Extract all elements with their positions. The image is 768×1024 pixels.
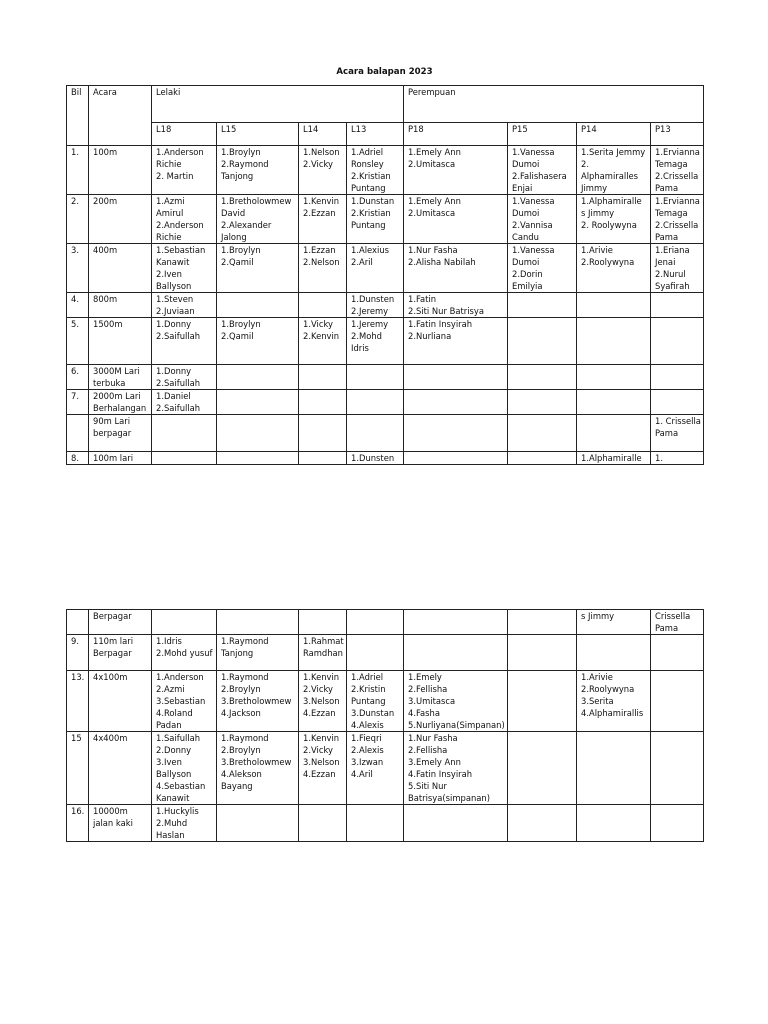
cell-participants bbox=[217, 415, 299, 452]
header-perempuan: Perempuan bbox=[404, 86, 704, 123]
participant-name: 1.Nelson bbox=[303, 147, 340, 157]
participant-name: 2. Roolywyna bbox=[581, 220, 637, 230]
cell-participants bbox=[152, 610, 217, 635]
participant-name: 2.Vicky bbox=[303, 745, 333, 755]
participant-name: 1.Dunsten bbox=[351, 294, 395, 304]
cell-acara: 4x100m bbox=[89, 671, 152, 732]
cell-participants bbox=[347, 415, 404, 452]
cell-participants bbox=[577, 635, 651, 671]
cell-participants bbox=[217, 293, 299, 318]
cell-acara: 200m bbox=[89, 195, 152, 244]
cell-participants bbox=[404, 244, 508, 293]
cell-acara: 2000m Lari Berhalangan bbox=[89, 390, 152, 415]
participant-name: 2.Saifullah bbox=[156, 378, 201, 388]
participant-name: 2.Kristin Puntang bbox=[351, 684, 386, 706]
participant-name: 4.Aril bbox=[351, 769, 373, 779]
cell-participants bbox=[508, 415, 577, 452]
cell-participants bbox=[347, 671, 404, 732]
participant-name: 3.Bretholowmew bbox=[221, 757, 292, 767]
participant-name: 1.Eriana Jenai bbox=[655, 245, 690, 267]
participant-name: 1.Daniel bbox=[156, 391, 191, 401]
cell-participants bbox=[347, 732, 404, 805]
events-table-bottom bbox=[66, 609, 704, 842]
participant-name: 1.Alphamiralle s Jimmy bbox=[581, 196, 642, 218]
cell-participants bbox=[651, 671, 704, 732]
cell-participants bbox=[217, 146, 299, 195]
cell-participants bbox=[299, 293, 347, 318]
header-category-l15: L15 bbox=[217, 123, 299, 146]
cell-bil bbox=[67, 610, 89, 635]
cell-participants bbox=[651, 805, 704, 842]
cell-participants bbox=[217, 452, 299, 465]
cell-participants bbox=[347, 610, 404, 635]
participant-name: 1.Nur Fasha bbox=[408, 245, 458, 255]
participant-name: 1.Emely Ann bbox=[408, 196, 461, 206]
cell-bil: 2. bbox=[67, 195, 89, 244]
participant-name: 4.Fatin Insyirah bbox=[408, 769, 473, 779]
table-row bbox=[67, 365, 704, 390]
cell-participants bbox=[347, 293, 404, 318]
participant-name: 1.Broylyn bbox=[221, 245, 261, 255]
participant-name: 2.Broylyn bbox=[221, 745, 261, 755]
cell-participants bbox=[152, 415, 217, 452]
cell-participants bbox=[577, 415, 651, 452]
cell-participants bbox=[217, 365, 299, 390]
participant-name: 1. Crissella Pama bbox=[655, 416, 701, 438]
cell-acara: Berpagar bbox=[89, 610, 152, 635]
participant-name: 1.Dunstan bbox=[351, 196, 395, 206]
table-row bbox=[67, 671, 704, 732]
cell-participants bbox=[347, 452, 404, 465]
participant-name: 5.Nurliyana(Simpanan) bbox=[408, 720, 505, 730]
participant-name: 1.Saifullah bbox=[156, 733, 201, 743]
participant-name: 1.Rahmat Ramdhan bbox=[303, 636, 344, 658]
participant-name: 3.Serita bbox=[581, 696, 614, 706]
cell-bil bbox=[67, 415, 89, 452]
participant-name: 1.Idris bbox=[156, 636, 182, 646]
table-row bbox=[67, 293, 704, 318]
table-row bbox=[67, 805, 704, 842]
cell-participants bbox=[152, 732, 217, 805]
cell-participants bbox=[508, 146, 577, 195]
cell-acara: 400m bbox=[89, 244, 152, 293]
participant-name: 2.Alexander Jalong bbox=[221, 220, 272, 242]
cell-acara: 110m lari Berpagar bbox=[89, 635, 152, 671]
cell-participants bbox=[347, 146, 404, 195]
participant-name: 2.Mohd Idris bbox=[351, 331, 382, 353]
participant-name: 1.Anderson bbox=[156, 672, 204, 682]
cell-participants bbox=[347, 635, 404, 671]
participant-name: 2.Qamil bbox=[221, 331, 254, 341]
cell-participants bbox=[152, 671, 217, 732]
cell-participants bbox=[651, 318, 704, 365]
cell-participants bbox=[299, 415, 347, 452]
participant-name: 1.Emely Ann bbox=[408, 147, 461, 157]
cell-bil: 15 bbox=[67, 732, 89, 805]
participant-name: 4.Ezzan bbox=[303, 769, 336, 779]
cell-participants bbox=[577, 195, 651, 244]
participant-name: 2.Umitasca bbox=[408, 159, 456, 169]
cell-participants bbox=[577, 671, 651, 732]
cell-participants bbox=[508, 671, 577, 732]
cell-acara: 100m bbox=[89, 146, 152, 195]
participant-name: 2.Broylyn bbox=[221, 684, 261, 694]
cell-participants bbox=[299, 610, 347, 635]
cell-participants bbox=[217, 390, 299, 415]
participant-name: 4.Sebastian Kanawit bbox=[156, 781, 206, 803]
table-top-body bbox=[67, 146, 704, 465]
participant-name: s Jimmy bbox=[581, 611, 615, 621]
participant-name: 1.Adriel Ronsley bbox=[351, 147, 384, 169]
participant-name: 2.Aril bbox=[351, 257, 373, 267]
events-table-top bbox=[66, 85, 704, 465]
participant-name: 4.Ezzan bbox=[303, 708, 336, 718]
cell-participants bbox=[508, 805, 577, 842]
cell-participants bbox=[651, 635, 704, 671]
participant-name: 3.Umitasca bbox=[408, 696, 456, 706]
participant-name: 2.Nurul Syafirah bbox=[655, 269, 690, 291]
participant-name: 2.Alisha Nabilah bbox=[408, 257, 476, 267]
participant-name: 1.Donny bbox=[156, 319, 192, 329]
cell-participants bbox=[651, 732, 704, 805]
participant-name: Crissella Pama bbox=[655, 611, 691, 633]
cell-participants bbox=[577, 146, 651, 195]
participant-name: 2.Kristian Puntang bbox=[351, 171, 391, 193]
participant-name: 1.Adriel bbox=[351, 672, 384, 682]
table-row bbox=[67, 452, 704, 465]
cell-acara: 90m Lari berpagar bbox=[89, 415, 152, 452]
cell-participants bbox=[152, 293, 217, 318]
table-row bbox=[67, 415, 704, 452]
cell-participants bbox=[299, 671, 347, 732]
cell-participants bbox=[404, 318, 508, 365]
header-category-p14: P14 bbox=[577, 123, 651, 146]
cell-participants bbox=[651, 293, 704, 318]
participant-name: 2.Ezzan bbox=[303, 208, 336, 218]
cell-participants bbox=[651, 610, 704, 635]
cell-participants bbox=[508, 452, 577, 465]
table-row bbox=[67, 318, 704, 365]
cell-participants bbox=[508, 610, 577, 635]
participant-name: 2.Vicky bbox=[303, 684, 333, 694]
cell-participants bbox=[347, 390, 404, 415]
participant-name: 2.Kristian Puntang bbox=[351, 208, 391, 230]
cell-bil: 13. bbox=[67, 671, 89, 732]
participant-name: 1.Vanessa Dumoi bbox=[512, 196, 555, 218]
cell-participants bbox=[299, 146, 347, 195]
cell-participants bbox=[299, 732, 347, 805]
cell-participants bbox=[152, 635, 217, 671]
header-category-l13: L13 bbox=[347, 123, 404, 146]
cell-participants bbox=[299, 365, 347, 390]
participant-name: 1.Fatin Insyirah bbox=[408, 319, 473, 329]
participant-name: 2.Falishasera Enjai bbox=[512, 171, 567, 193]
participant-name: 1.Serita Jemmy bbox=[581, 147, 646, 157]
cell-participants bbox=[217, 610, 299, 635]
cell-participants bbox=[217, 671, 299, 732]
participant-name: 2.Siti Nur Batrisya bbox=[408, 306, 484, 316]
cell-participants bbox=[577, 318, 651, 365]
cell-participants bbox=[299, 805, 347, 842]
cell-acara: 4x400m bbox=[89, 732, 152, 805]
participant-name: 3.Sebastian bbox=[156, 696, 206, 706]
cell-acara: 10000m jalan kaki bbox=[89, 805, 152, 842]
cell-participants bbox=[508, 293, 577, 318]
cell-participants bbox=[217, 318, 299, 365]
cell-participants bbox=[152, 805, 217, 842]
participant-name: 4.Roland Padan bbox=[156, 708, 193, 730]
cell-participants bbox=[508, 635, 577, 671]
participant-name: 1.Ezzan bbox=[303, 245, 336, 255]
cell-participants bbox=[508, 244, 577, 293]
participant-name: 1.Broylyn bbox=[221, 319, 261, 329]
participant-name: 1. bbox=[655, 453, 663, 463]
header-category-p13: P13 bbox=[651, 123, 704, 146]
participant-name: 1.Raymond bbox=[221, 672, 269, 682]
participant-name: 1.Vicky bbox=[303, 319, 333, 329]
header-acara: Acara bbox=[89, 86, 152, 146]
participant-name: 1.Vanessa Dumoi bbox=[512, 147, 555, 169]
cell-participants bbox=[651, 365, 704, 390]
table-row bbox=[67, 195, 704, 244]
cell-participants bbox=[577, 244, 651, 293]
cell-participants bbox=[651, 452, 704, 465]
participant-name: 2.Fellisha bbox=[408, 684, 448, 694]
participant-name: 3.Nelson bbox=[303, 757, 340, 767]
cell-participants bbox=[217, 732, 299, 805]
cell-participants bbox=[404, 732, 508, 805]
participant-name: 1.Raymond bbox=[221, 733, 269, 743]
cell-participants bbox=[577, 610, 651, 635]
participant-name: 1.Kenvin bbox=[303, 672, 340, 682]
participant-name: 1.Fieqri bbox=[351, 733, 382, 743]
cell-participants bbox=[152, 452, 217, 465]
cell-participants bbox=[152, 244, 217, 293]
cell-participants bbox=[404, 671, 508, 732]
header-bil: Bil bbox=[67, 86, 89, 146]
participant-name: 1.Azmi Amirul bbox=[156, 196, 185, 218]
participant-name: 2.Muhd Haslan bbox=[156, 818, 188, 840]
cell-participants bbox=[347, 318, 404, 365]
participant-name: 2.Raymond Tanjong bbox=[221, 159, 269, 181]
cell-acara: 3000M Lari terbuka bbox=[89, 365, 152, 390]
cell-participants bbox=[299, 244, 347, 293]
header-category-p18: P18 bbox=[404, 123, 508, 146]
cell-participants bbox=[404, 805, 508, 842]
participant-name: 2.Jeremy bbox=[351, 306, 389, 316]
cell-participants bbox=[404, 415, 508, 452]
participant-name: 1.Dunsten bbox=[351, 453, 395, 463]
participant-name: 2.Umitasca bbox=[408, 208, 456, 218]
cell-participants bbox=[347, 244, 404, 293]
participant-name: 2.Kenvin bbox=[303, 331, 340, 341]
cell-participants bbox=[651, 195, 704, 244]
participant-name: 2.Mohd yusuf bbox=[156, 648, 213, 658]
participant-name: 3.Nelson bbox=[303, 696, 340, 706]
table-row bbox=[67, 610, 704, 635]
participant-name: 3.Dunstan bbox=[351, 708, 395, 718]
cell-participants bbox=[577, 732, 651, 805]
table-bottom-body bbox=[67, 610, 704, 842]
cell-participants bbox=[217, 635, 299, 671]
participant-name: 1.Broylyn bbox=[221, 147, 261, 157]
cell-participants bbox=[577, 293, 651, 318]
table-row bbox=[67, 146, 704, 195]
participant-name: 1.Ervianna Temaga bbox=[655, 147, 700, 169]
cell-participants bbox=[217, 195, 299, 244]
cell-participants bbox=[299, 195, 347, 244]
participant-name: 1.Nur Fasha bbox=[408, 733, 458, 743]
header-category-p15: P15 bbox=[508, 123, 577, 146]
participant-name: 1.Raymond Tanjong bbox=[221, 636, 269, 658]
participant-name: 4.Alekson Bayang bbox=[221, 769, 262, 791]
cell-participants bbox=[577, 390, 651, 415]
cell-participants bbox=[508, 318, 577, 365]
participant-name: 3.Bretholowmew bbox=[221, 696, 292, 706]
cell-participants bbox=[577, 365, 651, 390]
participant-name: 1.Sebastian Kanawit bbox=[156, 245, 206, 267]
cell-acara: 1500m bbox=[89, 318, 152, 365]
header-row-categories bbox=[67, 123, 704, 146]
table-row bbox=[67, 390, 704, 415]
cell-participants bbox=[217, 244, 299, 293]
cell-participants bbox=[347, 365, 404, 390]
cell-participants bbox=[347, 805, 404, 842]
participant-name: 1.Fatin bbox=[408, 294, 437, 304]
participant-name: 2.Roolywyna bbox=[581, 257, 635, 267]
participant-name: 5.Siti Nur Batrisya(simpanan) bbox=[408, 781, 490, 803]
cell-participants bbox=[404, 146, 508, 195]
cell-participants bbox=[404, 365, 508, 390]
cell-participants bbox=[299, 635, 347, 671]
cell-participants bbox=[404, 195, 508, 244]
cell-bil: 4. bbox=[67, 293, 89, 318]
cell-participants bbox=[404, 452, 508, 465]
cell-participants bbox=[651, 390, 704, 415]
cell-bil: 8. bbox=[67, 452, 89, 465]
cell-participants bbox=[404, 293, 508, 318]
participant-name: 2.Iven Ballyson bbox=[156, 269, 192, 291]
cell-participants bbox=[404, 390, 508, 415]
cell-participants bbox=[577, 805, 651, 842]
participant-name: 2.Azmi bbox=[156, 684, 185, 694]
cell-bil: 6. bbox=[67, 365, 89, 390]
table-row bbox=[67, 635, 704, 671]
table-row bbox=[67, 244, 704, 293]
participant-name: 2.Vicky bbox=[303, 159, 333, 169]
participant-name: 2.Juviaan bbox=[156, 306, 195, 316]
participant-name: 1.Ervianna Temaga bbox=[655, 196, 700, 218]
participant-name: 1.Alphamiralle bbox=[581, 453, 642, 463]
cell-participants bbox=[508, 390, 577, 415]
participant-name: 1.Huckylis bbox=[156, 806, 199, 816]
participant-name: 2.Donny bbox=[156, 745, 192, 755]
participant-name: 1.Kenvin bbox=[303, 733, 340, 743]
participant-name: 1.Arivie bbox=[581, 245, 613, 255]
cell-bil: 7. bbox=[67, 390, 89, 415]
cell-participants bbox=[577, 452, 651, 465]
cell-acara: 800m bbox=[89, 293, 152, 318]
participant-name: 2.Nurliana bbox=[408, 331, 452, 341]
cell-acara: 100m lari bbox=[89, 452, 152, 465]
participant-name: 2.Nelson bbox=[303, 257, 340, 267]
participant-name: 2.Crissella Pama bbox=[655, 171, 699, 193]
cell-participants bbox=[152, 365, 217, 390]
participant-name: 4.Alphamirallis bbox=[581, 708, 644, 718]
cell-participants bbox=[508, 195, 577, 244]
cell-participants bbox=[508, 732, 577, 805]
participant-name: 2.Saifullah bbox=[156, 331, 201, 341]
cell-participants bbox=[299, 390, 347, 415]
cell-participants bbox=[404, 635, 508, 671]
cell-participants bbox=[651, 146, 704, 195]
cell-bil: 9. bbox=[67, 635, 89, 671]
cell-participants bbox=[651, 244, 704, 293]
participant-name: 2.Crissella Pama bbox=[655, 220, 699, 242]
table-row bbox=[67, 732, 704, 805]
participant-name: 1.Emely bbox=[408, 672, 442, 682]
cell-bil: 16. bbox=[67, 805, 89, 842]
cell-participants bbox=[217, 805, 299, 842]
cell-bil: 3. bbox=[67, 244, 89, 293]
cell-participants bbox=[152, 195, 217, 244]
cell-bil: 1. bbox=[67, 146, 89, 195]
participant-name: 1.Vanessa Dumoi bbox=[512, 245, 555, 267]
participant-name: 1.Anderson Richie bbox=[156, 147, 204, 169]
participant-name: 2.Alexis bbox=[351, 745, 384, 755]
header-category-l14: L14 bbox=[299, 123, 347, 146]
cell-participants bbox=[404, 610, 508, 635]
participant-name: 1.Arivie bbox=[581, 672, 613, 682]
participant-name: 2.Anderson Richie bbox=[156, 220, 204, 242]
participant-name: 4.Fasha bbox=[408, 708, 440, 718]
participant-name: 2.Saifullah bbox=[156, 403, 201, 413]
participant-name: 2.Qamil bbox=[221, 257, 254, 267]
cell-participants bbox=[152, 146, 217, 195]
participant-name: 1.Donny bbox=[156, 366, 192, 376]
participant-name: 1.Bretholowmew David bbox=[221, 196, 292, 218]
cell-participants bbox=[299, 452, 347, 465]
header-row-groups bbox=[67, 86, 704, 123]
cell-participants bbox=[299, 318, 347, 365]
participant-name: 2.Fellisha bbox=[408, 745, 448, 755]
cell-participants bbox=[651, 415, 704, 452]
header-lelaki: Lelaki bbox=[152, 86, 404, 123]
participant-name: 3.Iven Ballyson bbox=[156, 757, 192, 779]
participant-name: 1.Kenvin bbox=[303, 196, 340, 206]
participant-name: 2. Martin bbox=[156, 171, 194, 181]
participant-name: 3.Emely Ann bbox=[408, 757, 461, 767]
participant-name: 2.Vannisa Candu bbox=[512, 220, 553, 242]
participant-name: 1.Jeremy bbox=[351, 319, 389, 329]
participant-name: 2.Roolywyna bbox=[581, 684, 635, 694]
participant-name: 4.Alexis bbox=[351, 720, 384, 730]
document-title: Acara balapan 2023 bbox=[336, 67, 433, 77]
participant-name: 4.Jackson bbox=[221, 708, 261, 718]
participant-name: 2. Alphamiralles Jimmy bbox=[581, 159, 639, 193]
cell-participants bbox=[152, 390, 217, 415]
cell-bil: 5. bbox=[67, 318, 89, 365]
participant-name: 2.Dorin Emilyia bbox=[512, 269, 543, 291]
cell-participants bbox=[152, 318, 217, 365]
participant-name: 3.Izwan bbox=[351, 757, 384, 767]
cell-participants bbox=[508, 365, 577, 390]
participant-name: 1.Alexius bbox=[351, 245, 390, 255]
header-category-l18: L18 bbox=[152, 123, 217, 146]
participant-name: 1.Steven bbox=[156, 294, 194, 304]
cell-participants bbox=[347, 195, 404, 244]
